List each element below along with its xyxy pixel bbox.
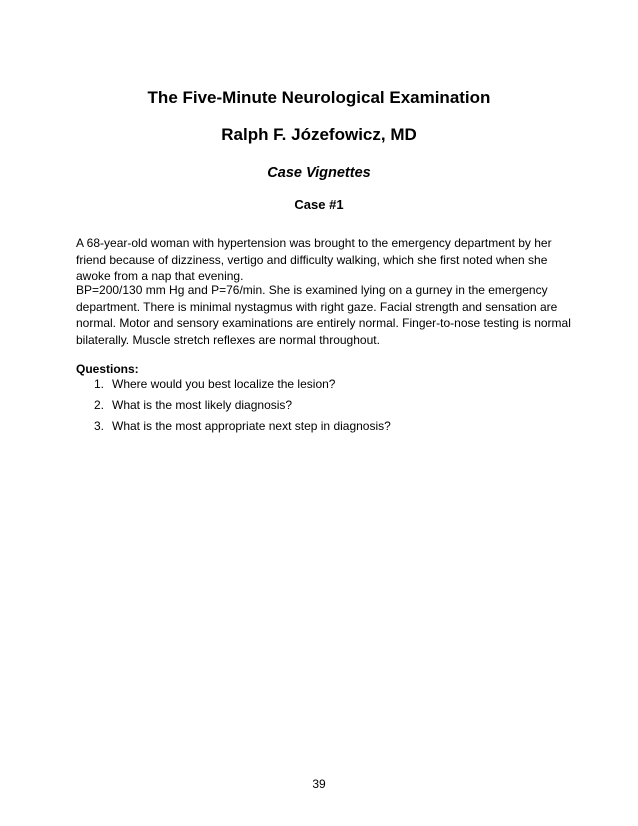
section-subtitle: Case Vignettes xyxy=(267,165,371,181)
questions-label: Questions: xyxy=(76,362,139,376)
author-name: Ralph F. Józefowicz, MD xyxy=(221,125,417,144)
question-number: 3. xyxy=(94,419,105,433)
question-text: What is the most likely diagnosis? xyxy=(112,398,293,412)
question-number: 1. xyxy=(94,377,105,391)
question-item xyxy=(94,418,391,434)
page-number: 39 xyxy=(312,777,326,791)
case-paragraph-history: A 68-year-old woman with hypertension was brought to the emergency department by her friend because of dizziness, vertigo and difficulty walking, which she first noted when she awoke from a nap that evening. xyxy=(76,236,552,283)
case-paragraph-exam: BP=200/130 mm Hg and P=76/min. She is examined lying on a gurney in the emergency department. There is minimal nystagmus with right gaze. Facial strength and sensation are normal. Motor and sensory examinations are entirely normal. Finger-to-nose testing is normal bilaterally. Muscle stretch reflexes are normal throughout. xyxy=(76,283,571,347)
question-item xyxy=(94,397,391,413)
question-number: 2. xyxy=(94,398,105,412)
question-text: What is the most appropriate next step in diagnosis? xyxy=(112,419,391,433)
question-text: Where would you best localize the lesion? xyxy=(112,377,336,391)
question-item xyxy=(94,376,391,392)
questions-list xyxy=(94,376,391,439)
case-heading: Case #1 xyxy=(294,197,344,212)
document-title: The Five-Minute Neurological Examination xyxy=(147,88,491,107)
